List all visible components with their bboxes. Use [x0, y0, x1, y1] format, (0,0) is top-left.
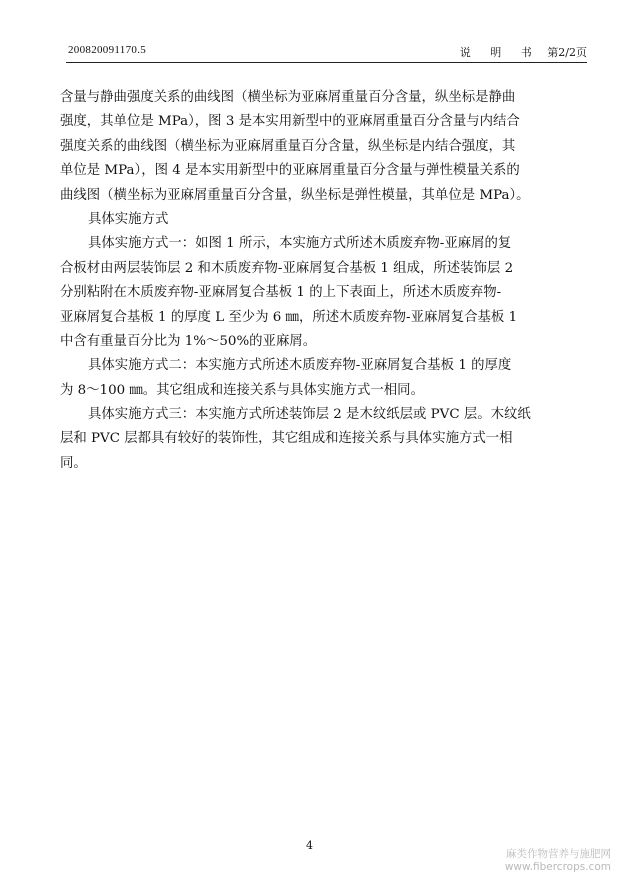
document-type-title: 说 明 书: [459, 46, 540, 59]
site-watermark: [505, 848, 611, 874]
body-line: 单位是 MPa），图 4 是本实用新型中的亚麻屑重量百分含量与弹性模量关系的: [60, 163, 520, 179]
body-line: 中含有重量百分比为 1%～50%的亚麻屑。: [60, 333, 317, 349]
body-line: 曲线图（横坐标为亚麻屑重量百分含量，纵坐标是弹性模量，其单位是 MPa）。: [60, 187, 530, 203]
body-line: 强度，其单位是 MPa），图 3 是本实用新型中的亚麻屑重量百分含量与内结合: [60, 114, 520, 130]
watermark-site-name: 麻类作物营养与施肥网: [506, 848, 611, 860]
body-line: 分别粘附在木质废弃物-亚麻屑复合基板 1 的上下表面上，所述木质废弃物-: [60, 285, 502, 301]
document-number: 200820091170.5: [68, 44, 147, 56]
section-heading: 具体实施方式: [88, 211, 169, 227]
page-number: 4: [306, 839, 313, 852]
body-line: 具体实施方式三：本实施方式所述装饰层 2 是木纹纸层或 PVC 层。木纹纸: [88, 407, 531, 423]
header-divider: [66, 62, 587, 63]
body-line: 亚麻屑复合基板 1 的厚度 L 至少为 6 ㎜，所述木质废弃物-亚麻屑复合基板 1: [60, 309, 518, 325]
document-body: [60, 86, 558, 476]
body-line: 为 8～100 ㎜。其它组成和连接关系与具体实施方式一相同。: [60, 382, 424, 398]
body-line: 合板材由两层装饰层 2 和木质废弃物-亚麻屑复合基板 1 组成，所述装饰层 2: [60, 260, 514, 276]
page-header: [68, 44, 587, 62]
body-line: 强度关系的曲线图（横坐标为亚麻屑重量百分含量，纵坐标是内结合强度，其: [60, 138, 516, 154]
body-line: 同。: [60, 455, 87, 471]
body-line: 含量与静曲强度关系的曲线图（横坐标为亚麻屑重量百分含量，纵坐标是静曲: [60, 90, 516, 105]
page-label: 第2/2页: [547, 46, 587, 59]
header-right: [460, 44, 587, 60]
watermark-url: www.fibercrops.com: [504, 861, 611, 873]
body-line: 具体实施方式二：本实施方式所述木质废弃物-亚麻屑复合基板 1 的厚度: [88, 358, 512, 374]
body-line: 具体实施方式一：如图 1 所示，本实施方式所述木质废弃物-亚麻屑的复: [88, 236, 512, 252]
body-line: 层和 PVC 层都具有较好的装饰性，其它组成和连接关系与具体实施方式一相: [60, 431, 513, 447]
